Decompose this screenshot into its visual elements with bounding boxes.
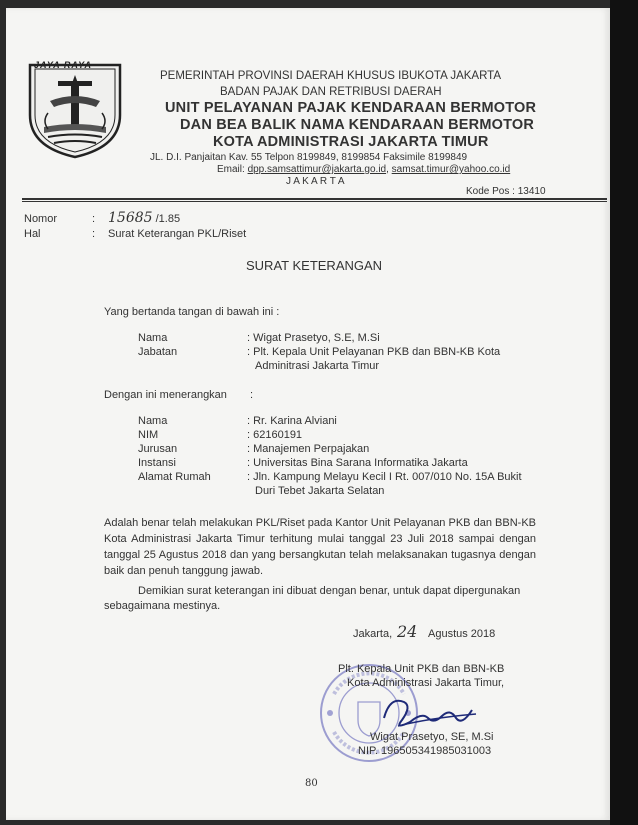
nomor-handwritten: 15685 [108, 210, 153, 226]
page-number: 80 [305, 778, 318, 789]
header-line-2: BADAN PAJAK DAN RETRIBUSI DAERAH [220, 86, 442, 98]
signer-nama-label: Nama [138, 332, 168, 344]
signature-name: Wigat Prasetyo, SE, M.Si [370, 731, 494, 743]
subject-nama-label: Nama [138, 415, 168, 427]
header-email [217, 164, 510, 175]
letter-title: SURAT KETERANGAN [246, 258, 383, 273]
subject-alamat-value-1: : Jln. Kampung Melayu Kecil I Rt. 007/010 No. 15A Bukit [247, 471, 522, 483]
email-label: Email: [217, 164, 248, 175]
header-line-1: PEMERINTAH PROVINSI DAERAH KHUSUS IBUKOTA JAKARTA [160, 70, 502, 82]
subject-nim-value: : 62160191 [247, 429, 303, 441]
signature-title-1: Plt. Kepala Unit PKB dan BBN-KB [338, 663, 505, 675]
signer-jabatan-value-1: : Plt. Kepala Unit Pelayanan PKB dan BBN-KB Kota [247, 346, 501, 358]
nomor-value [108, 210, 180, 226]
signer-nama-value: : Wigat Prasetyo, S.E, M.Si [247, 332, 380, 344]
subject-jurusan-value: : Manajemen Perpajakan [247, 443, 370, 455]
signature-nip: NIP. 196505341985031003 [358, 745, 492, 757]
subject-instansi-value: : Universitas Bina Sarana Informatika Jakarta [247, 457, 468, 469]
email-link-2[interactable]: samsat.timur@yahoo.co.id [391, 164, 511, 175]
header-city: J A K A R T A [286, 176, 345, 187]
subject-intro: Dengan ini menerangkan [104, 389, 227, 401]
subject-jurusan-label: Jurusan [138, 443, 178, 455]
date-day-handwritten: 24 [397, 622, 418, 641]
email-link-1[interactable]: dpp.samsattimur@jakarta.go.id [247, 164, 387, 175]
date-month-year: Agustus 2018 [428, 628, 496, 640]
subject-nama-value: : Rr. Karina Alviani [247, 415, 337, 427]
signature-title-2: Kota Administrasi Jakarta Timur, [347, 677, 505, 689]
body-paragraph-1: Adalah benar telah melakukan PKL/Riset pada Kantor Unit Pelayanan PKB dan BBN-KB Kota Administrasi Jakarta Timur terhitung mulai tanggal 23 Juli 2018 sampai dengan tanggal 25 Agustus 2018 dan yang bersangkutan telah melaksanakan tugasnya dengan baik dan penuh tanggung jawab. [104, 517, 536, 577]
signer-jabatan-label: Jabatan [138, 346, 178, 358]
jakarta-coat-of-arms-logo [24, 55, 126, 160]
subject-alamat-label: Alamat Rumah [138, 471, 211, 483]
header-address: JL. D.I. Panjaitan Kav. 55 Telpon 8199849, 8199854 Faksimile 8199849 [150, 152, 468, 163]
header-divider-thin [22, 201, 607, 202]
signer-intro: Yang bertanda tangan di bawah ini : [104, 306, 280, 318]
nomor-label: Nomor [24, 213, 58, 225]
subject-alamat-value-2: Duri Tebet Jakarta Selatan [255, 485, 385, 497]
subject-nim-label: NIM [138, 429, 159, 441]
scan-edge [610, 0, 638, 825]
header-line-5: KOTA ADMINISTRASI JAKARTA TIMUR [213, 134, 489, 150]
date-city: Jakarta, [353, 628, 393, 640]
body-paragraph-2-line-2: sebagaimana mestinya. [104, 600, 221, 612]
subject-instansi-label: Instansi [138, 457, 176, 469]
hal-colon: : [92, 228, 96, 240]
hal-value: Surat Keterangan PKL/Riset [108, 228, 247, 240]
nomor-colon: : [92, 213, 96, 225]
header-line-3: UNIT PELAYANAN PAJAK KENDARAAN BERMOTOR [165, 100, 537, 116]
body-paragraph-2-line-1: Demikian surat keterangan ini dibuat dengan benar, untuk dapat dipergunakan [138, 585, 521, 597]
email-separator: , [386, 164, 392, 175]
header-divider [22, 198, 607, 200]
hal-label: Hal [24, 228, 41, 240]
logo-text: JAYA RAYA [34, 60, 93, 70]
header-line-4: DAN BEA BALIK NAMA KENDARAAN BERMOTOR [180, 117, 535, 133]
nomor-suffix: /1.85 [152, 213, 181, 225]
signer-jabatan-value-2: Adminitrasi Jakarta Timur [255, 360, 380, 372]
handwritten-signature [380, 688, 480, 736]
subject-intro-colon: : [250, 389, 254, 401]
header-postcode: Kode Pos : 13410 [466, 186, 546, 197]
